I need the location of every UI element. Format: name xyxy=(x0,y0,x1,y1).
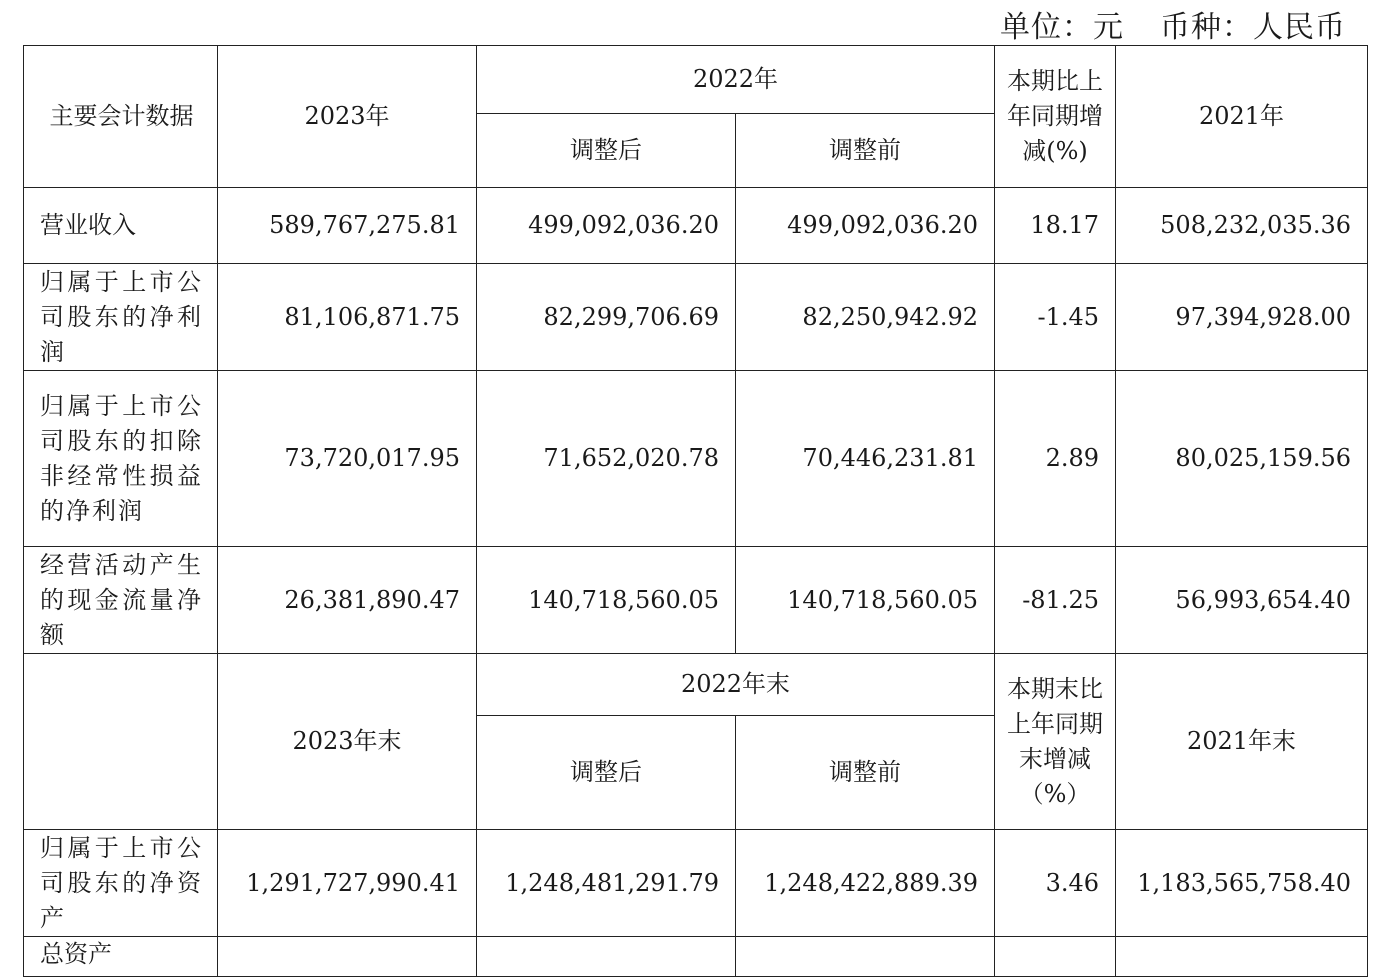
header2-2022-before: 调整前 xyxy=(736,716,995,830)
row-label: 营业收入 xyxy=(24,188,218,264)
header-2022-adjusted: 调整后 xyxy=(477,114,736,188)
header-change: 本期比上年同期增减(%) xyxy=(995,46,1116,188)
value-2023: 1,291,727,990.41 xyxy=(218,830,477,937)
value-change: -1.45 xyxy=(995,264,1116,371)
value-2023 xyxy=(218,937,477,977)
value-change: 18.17 xyxy=(995,188,1116,264)
header2-2022-adjusted: 调整后 xyxy=(477,716,736,830)
value-2022-before: 140,718,560.05 xyxy=(736,547,995,654)
value-2021: 80,025,159.56 xyxy=(1116,371,1368,547)
value-2023: 26,381,890.47 xyxy=(218,547,477,654)
table-row xyxy=(24,188,1368,264)
header-2021: 2021年 xyxy=(1116,46,1368,188)
row-label: 归属于上市公司股东的扣除非经常性损益的净利润 xyxy=(24,371,218,547)
value-2022-adjusted: 140,718,560.05 xyxy=(477,547,736,654)
value-2022-before xyxy=(736,937,995,977)
value-2022-before: 1,248,422,889.39 xyxy=(736,830,995,937)
value-2022-adjusted: 82,299,706.69 xyxy=(477,264,736,371)
table-row xyxy=(24,371,1368,547)
value-change: -81.25 xyxy=(995,547,1116,654)
value-2021: 508,232,035.36 xyxy=(1116,188,1368,264)
value-2021: 1,183,565,758.40 xyxy=(1116,830,1368,937)
header-item: 主要会计数据 xyxy=(24,46,218,188)
value-2021: 56,993,654.40 xyxy=(1116,547,1368,654)
key-accounting-data-table xyxy=(23,45,1368,977)
unit-label: 单位：元 xyxy=(1000,10,1124,45)
value-2022-adjusted xyxy=(477,937,736,977)
header2-2023: 2023年末 xyxy=(218,654,477,830)
currency-label: 币种：人民币 xyxy=(1160,10,1346,45)
value-2023: 73,720,017.95 xyxy=(218,371,477,547)
row-label: 总资产 xyxy=(24,937,218,977)
value-2022-before: 499,092,036.20 xyxy=(736,188,995,264)
unit-currency-line xyxy=(1000,2,1346,46)
value-change: 3.46 xyxy=(995,830,1116,937)
table-row xyxy=(24,264,1368,371)
header-2023: 2023年 xyxy=(218,46,477,188)
header-row-1 xyxy=(24,46,1368,114)
table-row xyxy=(24,830,1368,937)
row-label: 归属于上市公司股东的净利润 xyxy=(24,264,218,371)
header2-2022: 2022年末 xyxy=(477,654,995,716)
header-2022-before: 调整前 xyxy=(736,114,995,188)
value-2021 xyxy=(1116,937,1368,977)
row-label: 归属于上市公司股东的净资产 xyxy=(24,830,218,937)
header-2022: 2022年 xyxy=(477,46,995,114)
header2-item xyxy=(24,654,218,830)
value-2022-adjusted: 1,248,481,291.79 xyxy=(477,830,736,937)
value-change xyxy=(995,937,1116,977)
row-label: 经营活动产生的现金流量净额 xyxy=(24,547,218,654)
value-2022-adjusted: 71,652,020.78 xyxy=(477,371,736,547)
value-2023: 589,767,275.81 xyxy=(218,188,477,264)
value-2022-before: 70,446,231.81 xyxy=(736,371,995,547)
value-2023: 81,106,871.75 xyxy=(218,264,477,371)
value-2022-adjusted: 499,092,036.20 xyxy=(477,188,736,264)
value-2022-before: 82,250,942.92 xyxy=(736,264,995,371)
table-row xyxy=(24,937,1368,977)
table-row xyxy=(24,547,1368,654)
header2-change: 本期末比上年同期末增减（%） xyxy=(995,654,1116,830)
value-2021: 97,394,928.00 xyxy=(1116,264,1368,371)
value-change: 2.89 xyxy=(995,371,1116,547)
header-row-2 xyxy=(24,654,1368,716)
header2-2021: 2021年末 xyxy=(1116,654,1368,830)
